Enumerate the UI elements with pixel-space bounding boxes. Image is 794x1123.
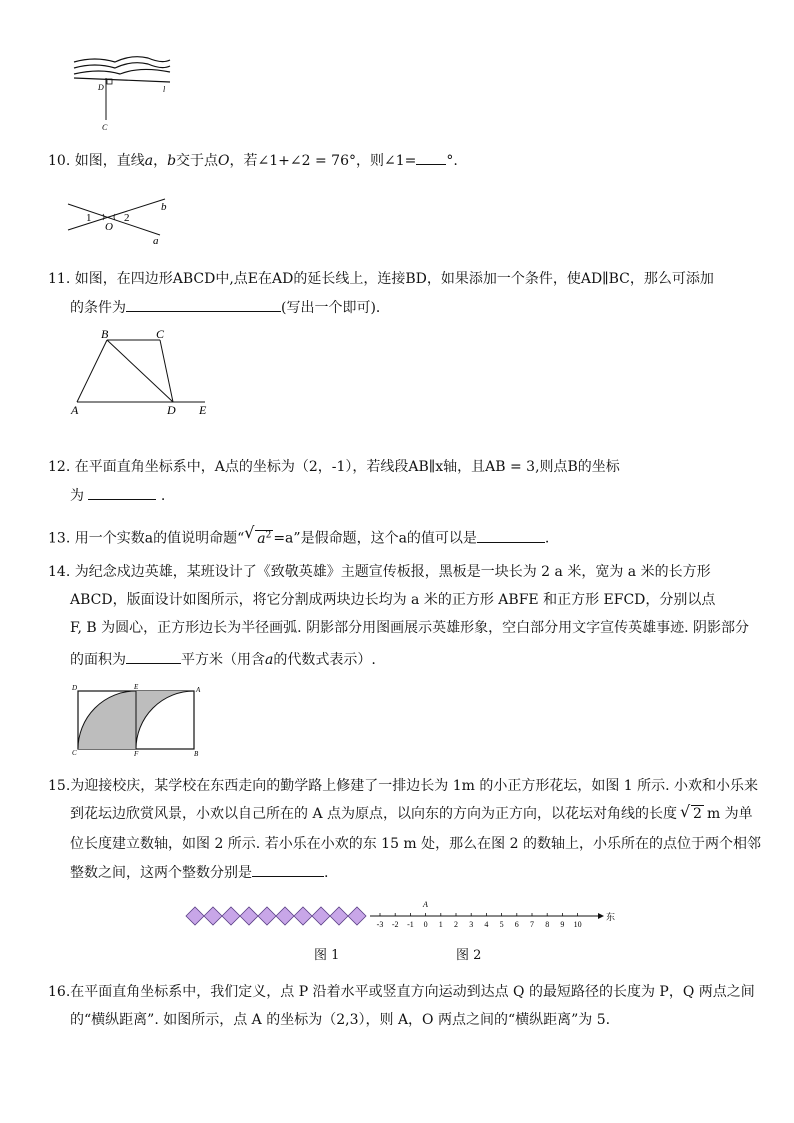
flowerbed-square	[186, 907, 204, 925]
q13-pre: 用一个实数a的值说明命题“	[74, 530, 245, 547]
q12-line2-pre: 为	[70, 488, 84, 504]
q12-line1-text: 在平面直角坐标系中，A点的坐标为（2，-1），若线段AB∥x轴，且AB = 3,则点B的坐标	[74, 459, 620, 475]
axis-tick-label: 10	[573, 920, 582, 929]
q15-line2-unit: m 为单	[706, 806, 753, 822]
q14-line4-pre: 的面积为	[70, 652, 126, 668]
axis-tick-label: 3	[469, 920, 474, 929]
flowerbed-square	[258, 907, 276, 925]
q15-axis-dir: 东	[606, 912, 616, 922]
q11-fig-d: D	[167, 403, 176, 417]
q11-line1	[48, 269, 714, 289]
q15-line3-text: 位长度建立数轴，如图 2 所示. 若小乐在小欢的东 15 m 处，那么在图 2 的数轴上，小乐所在的点位于两个相邻	[70, 836, 761, 852]
top-label-l: l	[163, 85, 166, 94]
flowerbed-square	[240, 907, 258, 925]
axis-tick-label: 1	[438, 920, 443, 929]
axis-tick-label: 6	[514, 920, 519, 929]
q16-line1-text: 在平面直角坐标系中，我们定义，点 P 沿着水平或竖直方向运动到达点 Q 的最短路径的长度为 P，Q 两点之间	[70, 984, 755, 1000]
q15-line1-text: 为迎接校庆，某学校在东西走向的勤学路上修建了一排边长为 1m 的小正方形花坛，如图 1 所示. 小欢和小乐来	[70, 778, 759, 794]
flowerbed-square	[348, 907, 366, 925]
q13-radicand: a	[257, 530, 266, 547]
flowerbed-square	[222, 907, 240, 925]
q15-line4-pre: 整数之间，这两个整数分别是	[70, 865, 252, 881]
q15-line3	[70, 834, 761, 854]
q10-text	[48, 150, 458, 171]
flowerbed-square	[276, 907, 294, 925]
q10-fig-2: 2	[124, 212, 130, 224]
q14-blank[interactable]	[126, 649, 181, 664]
top-figure	[70, 50, 180, 135]
q15-line4-post: .	[324, 865, 329, 881]
q10-tail: °.	[446, 153, 458, 169]
q10-fig-1: 1	[86, 212, 92, 224]
q14-line1	[48, 562, 711, 582]
axis-tick-label: 2	[454, 920, 458, 929]
q12-num: 12.	[48, 459, 71, 475]
q14-fig-d: D	[72, 684, 78, 692]
q11-line2-post: (写出一个即可)．	[281, 300, 390, 316]
q11-fig-b: B	[101, 327, 109, 341]
q12-line1	[48, 457, 620, 477]
q12-line2	[70, 485, 165, 506]
q10-blank[interactable]	[416, 150, 446, 165]
q15-fig1-label: 图 1	[314, 948, 340, 963]
q14-fig-c: C	[72, 749, 77, 757]
q14-num: 14.	[48, 564, 71, 580]
q10-fig-b: b	[161, 201, 167, 213]
q14-fig-f: F	[134, 750, 139, 758]
q16-line2	[70, 1010, 610, 1030]
q10-mid: 交于点	[176, 153, 219, 169]
q13-blank[interactable]	[477, 528, 545, 543]
q14-fig-e: E	[134, 684, 139, 691]
q14-fig-b: B	[194, 750, 199, 758]
q11-line2-pre: 的条件为	[70, 300, 126, 316]
q15-line2-text: 到花坛边欣赏风景，小欢以自己所在的 A 点为原点，以向东的方向为正方向，以花坛对角线的长度	[70, 806, 678, 822]
q11-line2	[70, 297, 390, 318]
q15-fig2-label: 图 2	[456, 948, 482, 963]
number-axis	[377, 913, 582, 929]
q14-figure	[70, 684, 205, 759]
q15-axis-a: A	[423, 900, 428, 909]
q10-cond: ，若∠1+∠2 = 76°，则∠1=	[229, 153, 417, 169]
q13-post: ”是假命题，这个a的值可以是	[293, 530, 477, 547]
q15-sqrt: √ 2	[680, 802, 702, 822]
q13-sqrt: √ $a^2$	[244, 523, 272, 547]
q14-var: a	[265, 652, 274, 668]
q10-fig-a: a	[153, 235, 159, 247]
flowerbed-square	[330, 907, 348, 925]
q14-line4	[70, 649, 376, 670]
top-label-c: C	[102, 123, 108, 132]
q16-line1	[48, 982, 755, 1002]
q12-line2-post: .	[160, 488, 166, 504]
axis-tick-label: -2	[391, 920, 399, 929]
axis-tick-label: 9	[560, 920, 565, 929]
q14-line2-text: ABCD，版面设计如图所示，将它分割成两块边长均为 a 米的正方形 ABFE 和正方形 EFCD，分别以点	[70, 592, 716, 608]
q10-num: 10.	[48, 153, 71, 169]
q11-num: 11.	[48, 271, 71, 287]
q16-line2-text: 的“横纵距离”. 如图所示，点 A 的坐标为（2,3），则 A，O 两点之间的“横纵距离”为 5.	[70, 1012, 611, 1028]
q14-line4-post: 平方米（用含	[181, 652, 265, 668]
q10-o: O	[218, 153, 230, 169]
axis-tick-label: 0	[423, 920, 428, 929]
q10-fig-o: O	[105, 221, 113, 233]
q14-fig-a: A	[196, 686, 201, 694]
axis-tick-label: -3	[376, 920, 384, 929]
axis-tick-label: -1	[407, 920, 414, 929]
q14-line1-text: 为纪念戍边英雄，某班设计了《致敬英雄》主题宣传板报，黑板是一块长为 2 a 米，宽为 a 米的长方形	[74, 564, 711, 580]
q10-b: b	[167, 153, 177, 169]
q15-line2	[70, 804, 753, 824]
q11-blank[interactable]	[126, 297, 281, 312]
flowerbed-square	[204, 907, 222, 925]
axis-tick-label: 4	[484, 920, 489, 929]
q14-line2	[70, 590, 715, 610]
q11-fig-c: C	[156, 327, 165, 341]
q10-sep: ，	[153, 153, 168, 169]
q11-line1-text: 如图，在四边形ABCD中,点E在AD的延长线上，连接BD，如果添加一个条件，使AD∥BC，那么可添加	[74, 271, 714, 287]
q12-blank[interactable]	[88, 485, 156, 500]
q15-line4	[70, 862, 328, 883]
flowerbed-square	[312, 907, 330, 925]
q13-exp: 2	[265, 530, 272, 540]
q14-line3-text: F, B 为圆心，正方形边长为半径画弧. 阴影部分用图画展示英雄形象，空白部分用文字宣传英雄事迹. 阴影部分	[70, 620, 749, 636]
q14-line3	[70, 618, 749, 638]
axis-tick-label: 7	[530, 920, 534, 929]
q11-fig-e: E	[199, 403, 207, 417]
q15-figures	[180, 896, 620, 934]
q10-a: a	[144, 153, 154, 169]
q15-blank[interactable]	[252, 862, 324, 877]
flowerbed-row	[186, 907, 366, 925]
q10-pre: 如图，直线	[74, 153, 145, 169]
top-label-d: D	[98, 83, 104, 92]
q15-line1	[48, 776, 758, 796]
flowerbed-square	[294, 907, 312, 925]
q13-text	[48, 525, 549, 549]
q13-tail: .	[544, 530, 550, 547]
q15-num: 15.	[48, 778, 71, 794]
q13-eq: =a	[273, 530, 294, 547]
axis-tick-label: 8	[545, 920, 550, 929]
q14-line4-end: 的代数式表示）.	[273, 652, 376, 668]
q11-fig-a: A	[71, 403, 79, 417]
q15-sqrt-val: 2	[693, 806, 702, 822]
q11-figure	[65, 326, 215, 418]
axis-tick-label: 5	[499, 920, 504, 929]
q10-figure	[65, 192, 180, 247]
q13-num: 13.	[48, 530, 71, 547]
q16-num: 16.	[48, 984, 71, 1000]
